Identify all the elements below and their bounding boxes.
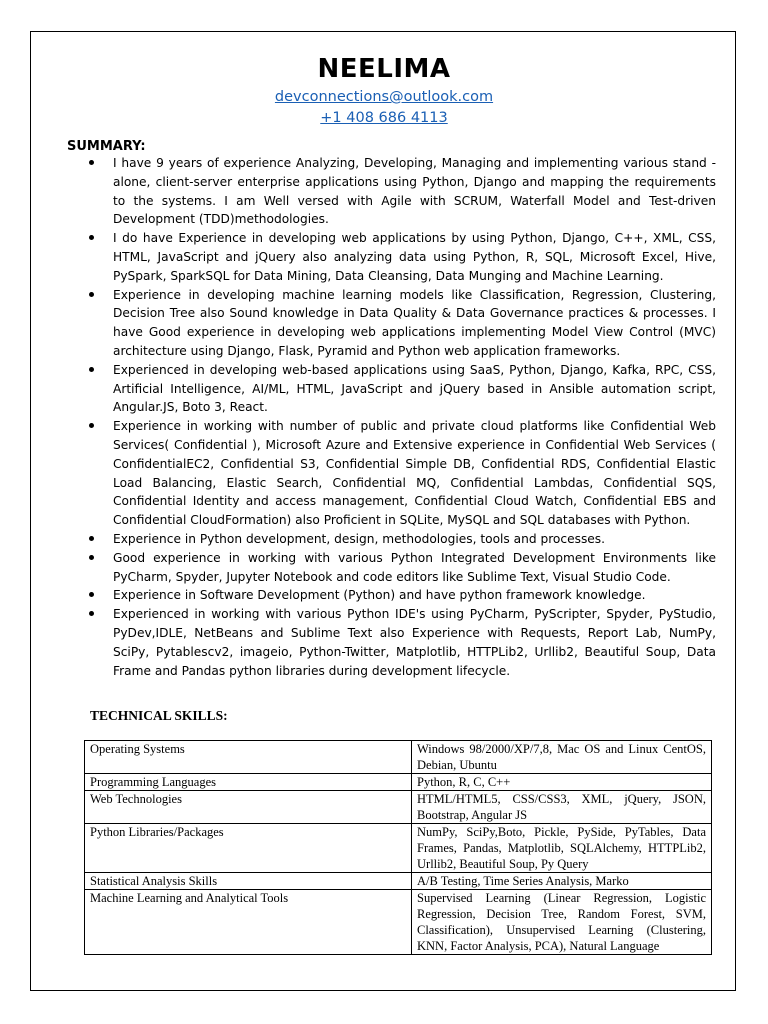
skill-category: Programming Languages — [85, 774, 412, 791]
summary-item: Experienced in working with various Python IDE's using PyCharm, PyScripter, Spyder, PyStudio, PyDev,IDLE, NetBeans and Sublime Text also Experience with Requests, Report Lab, NumPy, SciPy, Pytablescv2, imageio, Python-Twitter, Matplotlib, HTTPLib2, Urllib2, Beautiful Soup, Data Frame and Pandas python libraries during development lifecycle. — [86, 605, 716, 680]
summary-item: I do have Experience in developing web applications by using Python, Django, C++, XML, CSS, HTML, JavaScript and jQuery also analyzing data using Python, R, SQL, Microsoft Excel, Hive, PySpark, SparkSQL for Data Mining, Data Cleansing, Data Munging and Machine Learning. — [86, 229, 716, 285]
email-link[interactable]: devconnections@outlook.com — [274, 89, 494, 105]
skill-category: Web Technologies — [85, 791, 412, 824]
summary-item: I have 9 years of experience Analyzing, Developing, Managing and implementing various stand - alone, client-server enterprise applications using Python, Django and mapping the requirements to the systems. I am Well versed with Agile with SCRUM, Waterfall Model and Test-driven Development (TDD)methodologies. — [86, 154, 716, 229]
summary-item: Good experience in working with various Python Integrated Development Environments like PyCharm, Spyder, Jupyter Notebook and code editors like Sublime Text, Visual Studio Code. — [86, 549, 716, 587]
skill-category: Python Libraries/Packages — [85, 824, 412, 873]
skill-value: Supervised Learning (Linear Regression, Logistic Regression, Decision Tree, Random Forest, SVM, Classification), Unsupervised Learning (Clustering, KNN, Factor Analysis, PCA), Natural Language — [412, 890, 712, 955]
summary-item: Experience in Software Development (Python) and have python framework knowledge. — [86, 586, 716, 605]
table-row — [85, 890, 712, 955]
summary-item: Experienced in developing web-based applications using SaaS, Python, Django, Kafka, RPC, CSS, Artificial Intelligence, AI/ML, HTML, JavaScript and jQuery based in Ansible automation script, Angular.JS, Boto 3, React. — [86, 361, 716, 417]
summary-heading: SUMMARY: — [67, 139, 146, 154]
technical-skills-table — [84, 740, 712, 955]
summary-item: Experience in developing machine learning models like Classification, Regression, Clustering, Decision Tree also Sound knowledge in Data Quality & Data Governance practices & processes. I have Good experience in developing web applications implementing Model View Control (MVC) architecture using Django, Flask, Pyramid and Python web application frameworks. — [86, 286, 716, 361]
table-row — [85, 774, 712, 791]
skill-category: Operating Systems — [85, 741, 412, 774]
skill-category: Machine Learning and Analytical Tools — [85, 890, 412, 955]
skill-value: A/B Testing, Time Series Analysis, Marko — [412, 873, 712, 890]
summary-item: Experience in working with number of public and private cloud platforms like Confidential Web Services( Confidential ), Microsoft Azure and Extensive experience in Confidential Web Services ( ConfidentialEC2, Confidential S3, Confidential Simple DB, Confidential RDS, Confidential Elastic Load Balancing, Elastic Search, Confidential MQ, Confidential Lambdas, Confidential SQS, Confidential Identity and access management, Confidential Cloud Watch, Confidential EBS and Confidential CloudFormation) also Proficient in SQLite, MySQL and SQL databases with Python. — [86, 417, 716, 530]
skill-value: HTML/HTML5, CSS/CSS3, XML, jQuery, JSON, Bootstrap, Angular JS — [412, 791, 712, 824]
skill-value: Python, R, C, C++ — [412, 774, 712, 791]
phone-link[interactable]: +1 408 686 4113 — [320, 110, 448, 126]
skill-category: Statistical Analysis Skills — [85, 873, 412, 890]
summary-list — [86, 154, 716, 680]
summary-item: Experience in Python development, design, methodologies, tools and processes. — [86, 530, 716, 549]
resume-header — [0, 52, 768, 128]
candidate-name: NEELIMA — [317, 54, 451, 84]
table-row — [85, 873, 712, 890]
skill-value: Windows 98/2000/XP/7,8, Mac OS and Linux CentOS, Debian, Ubuntu — [412, 741, 712, 774]
table-row — [85, 741, 712, 774]
table-row — [85, 824, 712, 873]
technical-skills-heading: TECHNICAL SKILLS: — [90, 708, 228, 723]
skill-value: NumPy, SciPy,Boto, Pickle, PySide, PyTables, Data Frames, Pandas, Matplotlib, SQLAlchemy, HTTPLib2, Urllib2, Beautiful Soup, Py Query — [412, 824, 712, 873]
table-row — [85, 791, 712, 824]
